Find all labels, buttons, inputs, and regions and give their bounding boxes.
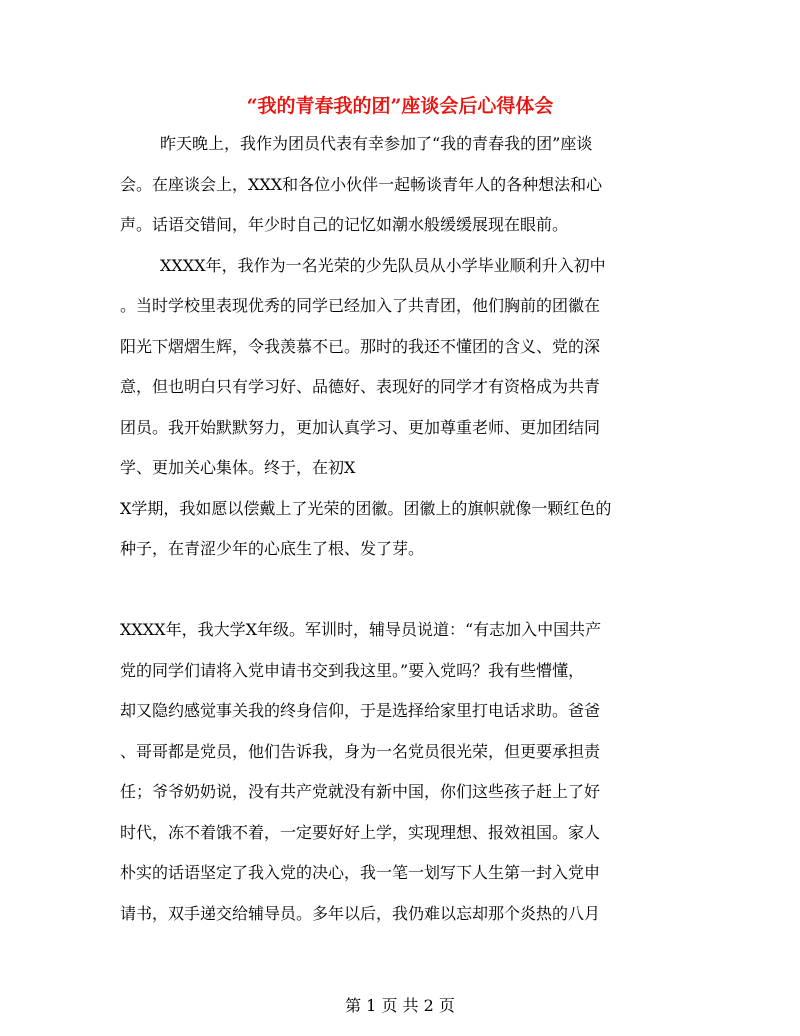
text-line: 。当时学校里表现优秀的同学已经加入了共青团，他们胸前的团徽在 <box>120 296 601 315</box>
text-line: 声。话语交错间，年少时自己的记忆如潮水般缓缓展现在眼前。 <box>120 215 569 234</box>
text-line: 却又隐约感觉事关我的终身信仰，于是选择给家里打电话求助。爸爸 <box>120 701 601 720</box>
text-line: 会。在座谈会上，XXX和各位小伙伴一起畅谈青年人的各种想法和心 <box>120 175 603 194</box>
text-line: 朴实的话语坚定了我入党的决心，我一笔一划写下人生第一封入党申 <box>120 863 601 882</box>
text-line: 党的同学们请将入党申请书交到我这里。”要入党吗？我有些懵懂， <box>120 661 585 680</box>
text-line: 时代，冻不着饿不着，一定要好好上学，实现理想、报效祖国。家人 <box>120 823 601 842</box>
text-line: XXXX年，我大学X年级。军训时，辅导员说道：“有志加入中国共产 <box>120 620 602 639</box>
text-line: 学、更加关心集体。终于，在初X <box>120 458 356 477</box>
page-footer: 第 1 页 共 2 页 <box>345 996 455 1015</box>
text-line: 种子，在青涩少年的心底生了根、发了芽。 <box>120 539 425 558</box>
text-line: 团员。我开始默默努力，更加认真学习、更加尊重老师、更加团结同 <box>120 418 601 437</box>
text-line: X学期，我如愿以偿戴上了光荣的团徽。团徽上的旗帜就像一颗红色的 <box>120 499 612 518</box>
text-line: 阳光下熠熠生辉，令我羡慕不已。那时的我还不懂团的含义、党的深 <box>120 337 601 356</box>
text-line: 意，但也明白只有学习好、品德好、表现好的同学才有资格成为共青 <box>120 377 601 396</box>
document-title: “我的青春我的团”座谈会后心得体会 <box>246 95 554 117</box>
text-line: 任；爷爷奶奶说，没有共产党就没有新中国，你们这些孩子赶上了好 <box>120 782 601 801</box>
text-line: 昨天晚上，我作为团员代表有幸参加了“我的青春我的团”座谈 <box>160 134 593 153</box>
text-line: 请书，双手递交给辅导员。多年以后，我仍难以忘却那个炎热的八月 <box>120 904 601 923</box>
text-line: 、哥哥都是党员，他们告诉我，身为一名党员很光荣，但更要承担责 <box>120 742 601 761</box>
text-line: XXXX年，我作为一名光荣的少先队员从小学毕业顺利升入初中 <box>160 256 606 275</box>
